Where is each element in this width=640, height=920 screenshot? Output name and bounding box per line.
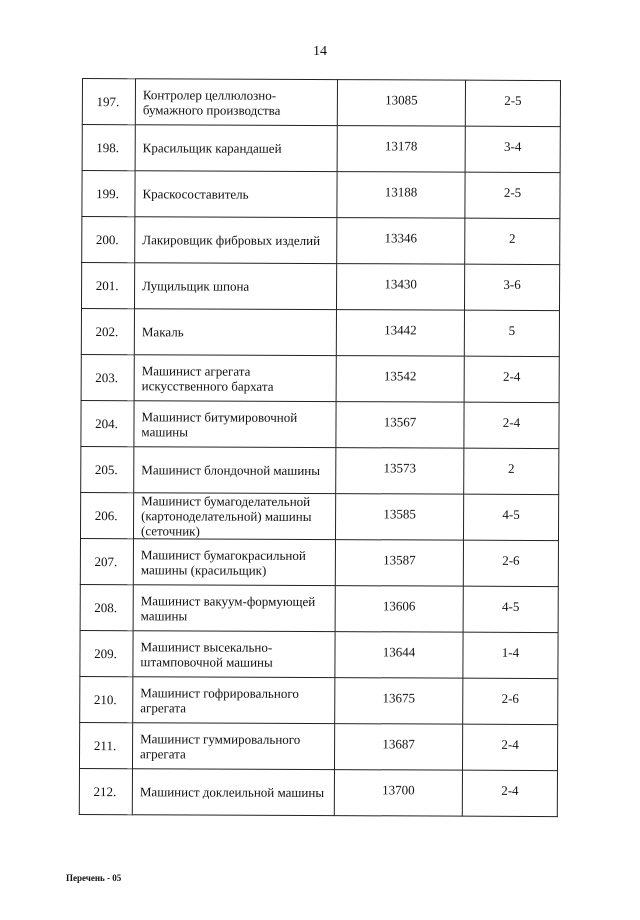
profession-code-text: 13442 [384,322,417,338]
profession-code-cell [335,494,463,541]
grade-range-text: 5 [508,322,516,338]
grade-range-text: 3-4 [504,138,522,154]
grade-range-text: 4-5 [502,506,520,522]
table-row [82,171,560,219]
grade-range-text: 2-6 [502,552,520,568]
grade-range-text: 2-4 [501,782,519,798]
table-row [80,630,558,678]
table-row [80,538,558,586]
profession-code-text: 13188 [384,184,418,200]
profession-code-text: 13542 [383,368,417,384]
profession-name-cell: Машинист доклеильной машины [132,769,334,816]
profession-name-cell: Машинист блондочной машины [134,447,336,494]
profession-name-cell: Машинист битумировочной машины [134,401,336,448]
row-number-cell: 197. [82,79,135,125]
table-row [80,492,558,540]
grade-range-cell [462,724,557,770]
profession-code-cell [335,678,463,725]
table-row [80,676,558,724]
row-number-cell: 198. [82,125,135,171]
table-row [81,309,559,357]
table-row [79,768,557,816]
grade-range-cell [464,356,559,402]
profession-code-cell [334,724,462,771]
table-row [79,722,557,770]
profession-name-cell: Краскосоставитель [135,171,337,218]
profession-code-cell [336,310,464,357]
grade-range-cell [463,632,558,678]
profession-code-text: 13687 [382,736,415,752]
profession-name-cell: Машинист бумагокрасильной машины (красильщик) [133,539,335,586]
grade-range-cell [464,448,559,494]
profession-code-text: 13587 [383,552,416,568]
table-body [79,79,560,817]
profession-code-cell [336,264,464,311]
grade-range-cell [463,586,558,632]
grade-range-text: 2-5 [503,184,522,200]
profession-name-cell: Машинист вакуум-формующей машины [133,585,335,632]
profession-name-cell: Машинист гофрировального агрегата [133,677,335,724]
grade-range-cell [463,678,558,724]
table-row [81,263,559,311]
grade-range-cell [464,264,559,310]
grade-range-text: 2-6 [501,690,520,706]
grade-range-cell [463,494,558,540]
profession-code-cell [335,540,463,587]
row-number-cell: 206. [80,492,133,538]
footer-document-code: Перечень - 05 [66,873,122,883]
grade-range-text: 2-4 [501,736,519,752]
profession-code-text: 13567 [383,414,417,430]
profession-code-text: 13573 [383,460,417,476]
profession-code-text: 13430 [384,276,417,292]
row-number-cell: 200. [82,217,135,263]
profession-code-text: 13675 [382,690,416,706]
row-number-cell: 201. [81,263,134,309]
profession-code-cell [336,448,464,495]
profession-name-cell: Машинист агрегата искусственного бархата [134,355,336,402]
row-number-cell: 211. [79,722,132,768]
grade-range-cell [464,402,559,448]
row-number-cell: 199. [82,171,135,217]
professions-table [79,78,561,817]
table-row [81,446,559,494]
profession-name-cell: Макаль [134,309,336,356]
grade-range-cell [465,126,560,172]
grade-range-text: 2 [508,460,515,476]
table-row [80,584,558,632]
profession-code-cell [336,356,464,403]
grade-range-cell [465,172,560,218]
profession-name-cell: Машинист бумагоделательной (картоноделательной) машины (сеточник) [133,493,335,540]
profession-code-text: 13644 [382,644,416,660]
table-row [81,354,559,402]
row-number-cell: 204. [81,400,134,446]
row-number-cell: 202. [81,309,134,355]
profession-name-cell: Машинист гуммировального агрегата [132,723,334,770]
grade-range-text: 1-4 [501,644,520,660]
profession-code-text: 13178 [384,138,418,154]
row-number-cell: 203. [81,354,134,400]
profession-name-cell: Красильщик карандашей [135,125,337,172]
profession-code-text: 13606 [382,598,416,614]
profession-code-cell [335,632,463,679]
profession-code-cell [336,402,464,449]
profession-code-cell [337,172,465,219]
row-number-cell: 212. [79,768,132,814]
row-number-cell: 205. [81,446,134,492]
profession-code-text: 13585 [383,506,416,522]
grade-range-text: 3-6 [503,276,521,292]
row-number-cell: 210. [80,676,133,722]
profession-name-cell: Лущильщик шпона [134,263,336,310]
grade-range-text: 4-5 [501,598,520,614]
profession-code-cell [335,586,463,633]
grade-range-text: 2-4 [502,414,521,430]
table-row [82,217,560,265]
page-number: 14 [313,44,327,59]
grade-range-cell [463,540,558,586]
profession-code-text: 13085 [385,92,418,108]
profession-name-cell: Машинист высекально-штамповочной машины [133,631,335,678]
table-row [82,79,560,127]
profession-code-cell [337,126,465,173]
table-row [81,400,559,448]
grade-range-text: 2-4 [502,368,521,384]
profession-code-text: 13700 [382,782,415,798]
profession-name-cell: Лакировщик фибровых изделий [135,217,337,264]
table-row [82,125,560,173]
profession-code-cell [337,218,465,265]
grade-range-cell [464,310,559,356]
profession-code-text: 13346 [384,230,418,246]
profession-code-cell [337,80,465,127]
grade-range-text: 2 [509,230,516,246]
row-number-cell: 208. [80,584,133,630]
profession-name-cell: Контролер целлюлозно-бумажного производства [135,79,337,126]
profession-code-cell [334,770,462,817]
row-number-cell: 207. [80,538,133,584]
grade-range-cell [465,218,560,264]
row-number-cell: 209. [80,630,133,676]
grade-range-cell [462,770,557,816]
grade-range-cell [465,80,560,126]
grade-range-text: 2-5 [504,92,522,108]
